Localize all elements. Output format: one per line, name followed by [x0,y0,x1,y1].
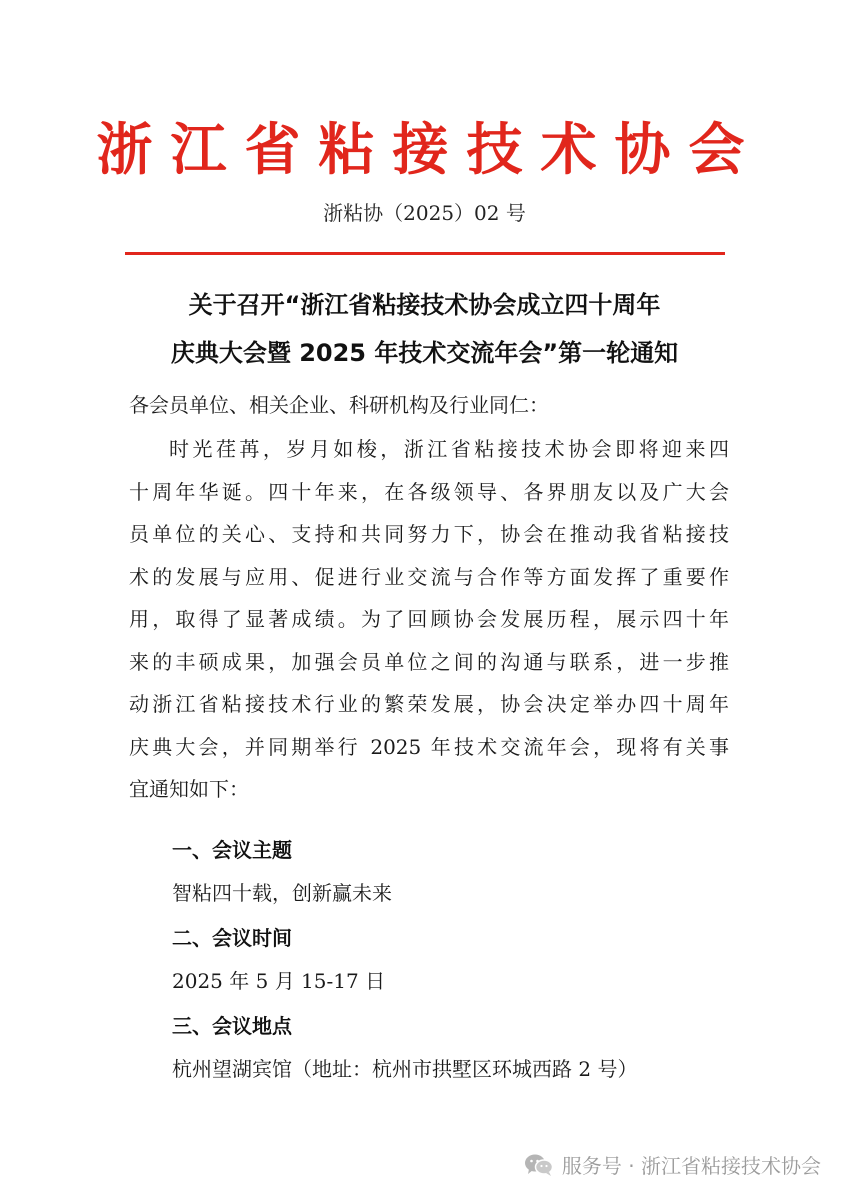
body-line: 术的发展与应用、促进行业交流与合作等方面发挥了重要作 [129,564,729,589]
red-divider [125,252,725,255]
notice-headline-line-2: 庆典大会暨 2025 年技术交流年会”第一轮通知 [170,339,679,367]
body-line: 来的丰硕成果，加强会员单位之间的沟通与联系，进一步推 [129,649,729,674]
document-number: 浙粘协（2025）02 号 [323,201,526,225]
section-content-venue: 杭州望湖宾馆（地址：杭州市拱墅区环城西路 2 号） [172,1057,638,1081]
body-line: 宜通知如下： [129,777,249,801]
body-line: 时光荏苒，岁月如梭，浙江省粘接技术协会即将迎来四 [169,437,729,461]
body-line: 十周年华诞。四十年来，在各级领导、各界朋友以及广大会 [129,479,729,504]
section-heading-time: 二、会议时间 [172,926,292,950]
watermark-text: 服务号 · 浙江省粘接技术协会 [561,1154,821,1178]
wechat-account-watermark [524,1150,821,1179]
body-line: 员单位的关心、支持和共同努力下，协会在推动我省粘接技 [129,522,729,546]
salutation: 各会员单位、相关企业、科研机构及行业同仁： [129,393,549,417]
body-paragraph [129,428,729,811]
body-line: 庆典大会，并同期举行 2025 年技术交流年会，现将有关事 [129,734,729,759]
notice-headline-line-1: 关于召开“浙江省粘接技术协会成立四十周年 [188,291,661,319]
section-heading-venue: 三、会议地点 [172,1014,292,1038]
section-content-time: 2025 年 5 月 15-17 日 [172,969,386,993]
section-content-theme: 智粘四十载，创新赢未来 [172,881,392,905]
section-heading-theme: 一、会议主题 [172,838,292,862]
wechat-icon [524,1153,554,1177]
organization-title: 浙江省粘接技术协会 [96,117,763,183]
body-line: 动浙江省粘接技术行业的繁荣发展，协会决定举办四十周年 [129,692,729,716]
body-line: 用，取得了显著成绩。为了回顾协会发展历程，展示四十年 [129,607,729,631]
